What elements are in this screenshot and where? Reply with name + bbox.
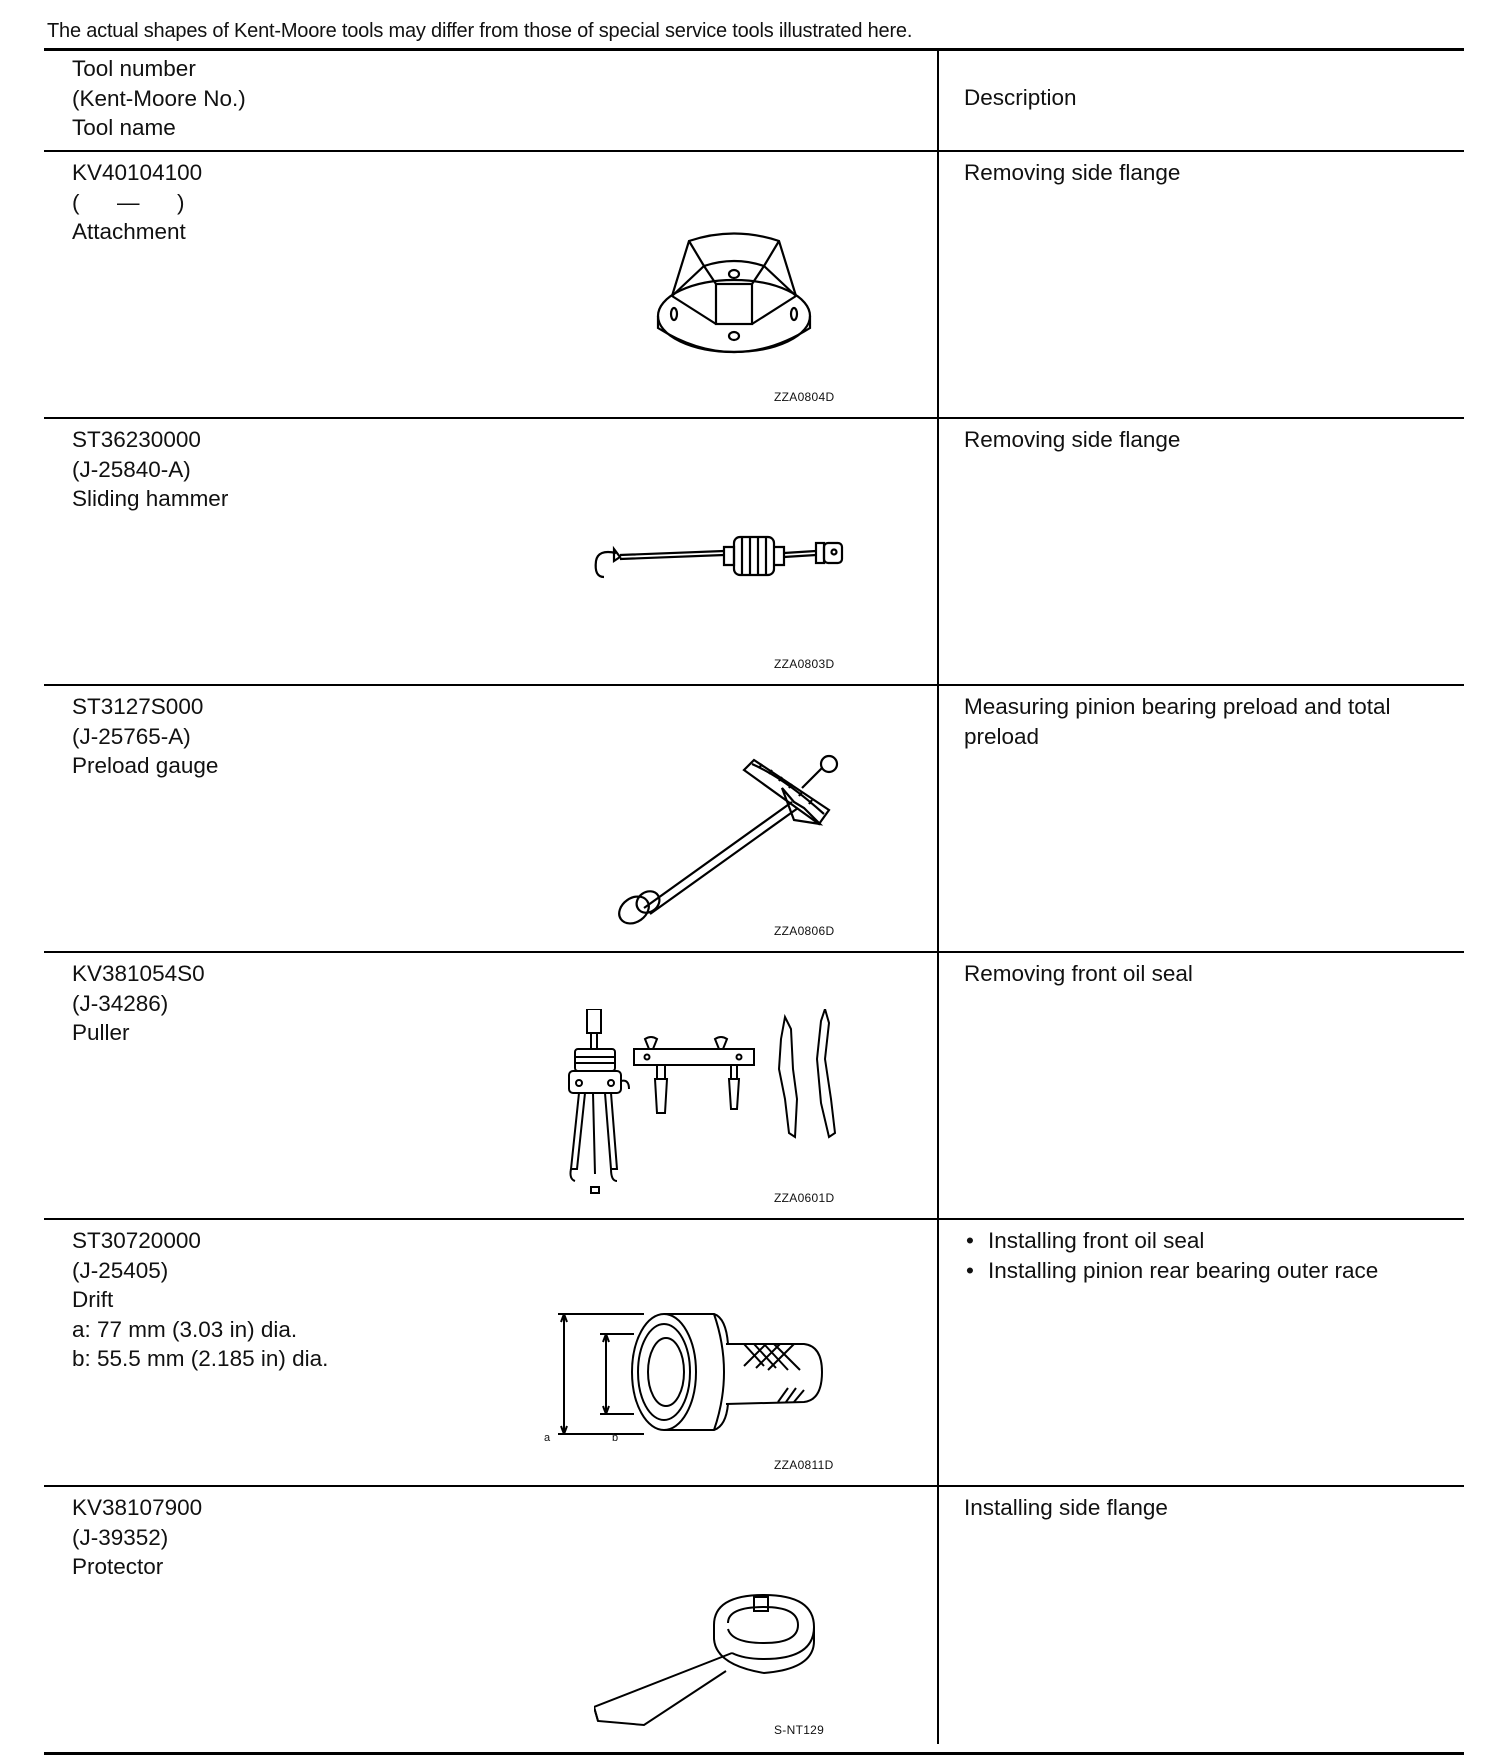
tool-info [72, 959, 205, 1048]
tool-name: Attachment [72, 219, 186, 244]
illustration-code: ZZA0804D [774, 390, 835, 404]
tool-number: ST3127S000 [72, 694, 204, 719]
header-description: Description [964, 85, 1077, 110]
tool-description-list [964, 1226, 1454, 1285]
dimension-label-b: b [612, 1432, 619, 1444]
description-bullet: • Installing front oil seal [964, 1226, 1454, 1256]
top-rule [44, 48, 1464, 51]
tool-name: Puller [72, 1020, 130, 1045]
tool-info [72, 158, 202, 247]
tool-name: Protector [72, 1554, 164, 1579]
tool-info [72, 425, 228, 514]
preload-gauge-icon [584, 740, 844, 930]
header-tool-name: Tool name [72, 115, 176, 140]
illustration-code: ZZA0803D [774, 657, 835, 671]
tool-name: Preload gauge [72, 753, 219, 778]
row-divider [44, 417, 1464, 419]
kent-moore-number: (J-25840-A) [72, 456, 191, 482]
illustration-code: ZZA0806D [774, 924, 835, 938]
table-row [44, 423, 1464, 683]
dimension-a: a: 77 mm (3.03 in) dia. [72, 1316, 298, 1342]
tool-number: KV40104100 [72, 160, 203, 185]
tool-number: KV381054S0 [72, 961, 205, 986]
drift-icon [554, 1304, 844, 1444]
kent-moore-number: (J-34286) [72, 990, 169, 1016]
table-row [44, 1491, 1464, 1751]
tool-description: Removing side flange [964, 427, 1181, 452]
tool-info [72, 1226, 328, 1374]
row-divider [44, 1485, 1464, 1487]
row-divider [44, 951, 1464, 953]
tool-description: Installing side flange [964, 1495, 1168, 1520]
illustration-code: S-NT129 [774, 1723, 825, 1737]
table-row [44, 156, 1464, 416]
kent-moore-number: ( — ) [72, 189, 185, 215]
row-divider [44, 150, 1464, 152]
tool-name: Sliding hammer [72, 486, 229, 511]
bottom-rule [44, 1752, 1464, 1755]
tool-info [72, 692, 218, 781]
description-bullet: • Installing pinion rear bearing outer race [964, 1256, 1454, 1286]
header-kent-moore-no: (Kent-Moore No.) [72, 85, 246, 111]
tool-number: ST36230000 [72, 427, 201, 452]
puller-icon [549, 1009, 849, 1209]
table-row [44, 1224, 1464, 1484]
protector-icon [594, 1575, 834, 1735]
kent-moore-number: (J-25405) [72, 1257, 169, 1283]
disclaimer-note: The actual shapes of Kent-Moore tools may differ from those of special service tools illustrated here. [47, 20, 913, 42]
row-divider [44, 1218, 1464, 1220]
tool-number: ST30720000 [72, 1228, 201, 1253]
tool-description: Removing side flange [964, 160, 1181, 185]
table-row [44, 957, 1464, 1217]
dimension-b: b: 55.5 mm (2.185 in) dia. [72, 1346, 329, 1371]
table-row [44, 690, 1464, 950]
illustration-code: ZZA0811D [774, 1458, 834, 1472]
tool-description: Removing front oil seal [964, 961, 1193, 986]
row-divider [44, 684, 1464, 686]
table-header [44, 54, 1464, 150]
tool-name: Drift [72, 1287, 114, 1312]
kent-moore-number: (J-25765-A) [72, 723, 191, 749]
illustration-code: ZZA0601D [774, 1191, 835, 1205]
attachment-tool-icon [644, 226, 824, 366]
kent-moore-number: (J-39352) [72, 1524, 169, 1550]
header-tool-column [72, 54, 246, 143]
dimension-label-a: a [544, 1432, 551, 1444]
header-tool-number: Tool number [72, 56, 196, 81]
tool-info [72, 1493, 202, 1582]
sliding-hammer-icon [584, 533, 844, 593]
tool-number: KV38107900 [72, 1495, 203, 1520]
tool-description: Measuring pinion bearing preload and total preload [964, 694, 1391, 749]
